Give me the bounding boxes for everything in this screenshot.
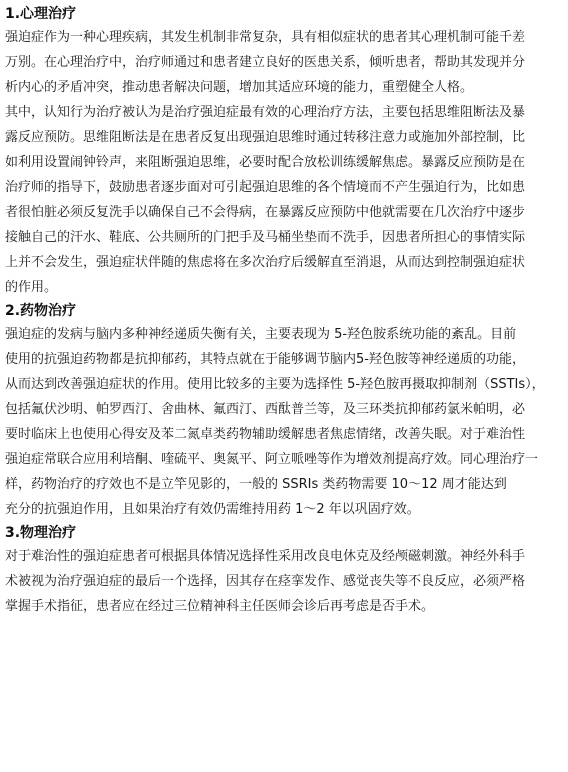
text-line: 如利用设置闹钟铃声，来阻断强迫思维，必要时配合放松训练缓解焦虑。暴露反应预防是在 (5, 155, 526, 170)
paragraph (5, 25, 561, 100)
text-line: 露反应预防。思维阻断法是在患者反复出现强迫思维时通过转移注意力或施加外部控制，比 (5, 130, 526, 145)
text-line: 的作用。 (5, 280, 58, 295)
text-line: 充分的抗强迫作用，且如果治疗有效仍需维持用药 1～2 年以巩固疗效。 (5, 502, 420, 517)
text-line: 其中，认知行为治疗被认为是治疗强迫症最有效的心理治疗方法，主要包括思维阻断法及暴 (5, 105, 526, 120)
text-line: 析内心的矛盾冲突，推动患者解决问题，增加其适应环境的能力，重塑健全人格。 (5, 80, 474, 95)
text-line: 从而达到改善强迫症状的作用。使用比较多的主要为选择性 5-羟色胺再摄取抑制剂（SSTIs）， (5, 377, 545, 392)
section-heading: 3.物理治疗 (5, 525, 77, 541)
text-line: 对于难治性的强迫症患者可根据具体情况选择性采用改良电休克及经颅磁刺激。神经外科手 (5, 549, 526, 564)
paragraph (5, 100, 561, 300)
text-line: 接触自己的汗水、鞋底、公共厕所的门把手及马桶坐垫而不洗手，因患者所担心的事情实际 (5, 230, 526, 245)
text-line: 样，药物治疗的疗效也不是立竿见影的，一般的 SSRIs 类药物需要 10～12 周才能达到 (5, 477, 507, 492)
section-heading: 2.药物治疗 (5, 303, 77, 319)
text-line: 万别。在心理治疗中，治疗师通过和患者建立良好的医患关系，倾听患者，帮助其发现并分 (5, 55, 526, 70)
paragraph (5, 322, 561, 522)
text-line: 强迫症作为一种心理疾病，其发生机制非常复杂，具有相似症状的患者其心理机制可能千差 (5, 30, 526, 45)
text-line: 者很怕脏必须反复洗手以确保自己不会得病，在暴露反应预防中他就需要在几次治疗中逐步 (5, 205, 526, 220)
text-line: 治疗师的指导下，鼓励患者逐步面对可引起强迫思维的各个情境而不产生强迫行为，比如患 (5, 180, 526, 195)
text-line: 要时临床上也使用心得安及苯二氮卓类药物辅助缓解患者焦虑情绪，改善失眠。对于难治性 (5, 427, 526, 442)
text-line: 强迫症的发病与脑内多种神经递质失衡有关，主要表现为 5-羟色胺系统功能的紊乱。目前 (5, 327, 517, 342)
section-physical-therapy (5, 522, 568, 619)
text-line: 术被视为治疗强迫症的最后一个选择，因其存在痉挛发作、感觉丧失等不良反应，必须严格 (5, 574, 526, 589)
text-line: 掌握手术指征，患者应在经过三位精神科主任医师会诊后再考虑是否手术。 (5, 599, 435, 614)
paragraph (5, 544, 561, 619)
section-psychotherapy (5, 3, 568, 300)
section-medication (5, 300, 568, 522)
text-line: 使用的抗强迫药物都是抗抑郁药，其特点就在于能够调节脑内5-羟色胺等神经递质的功能， (5, 352, 525, 367)
text-line: 包括氟伏沙明、帕罗西汀、舍曲林、氟西汀、西酞普兰等，及三环类抗抑郁药氯米帕明，必 (5, 402, 526, 417)
section-heading: 1.心理治疗 (5, 6, 77, 22)
text-line: 强迫症常联合应用利培酮、喹硫平、奥氮平、阿立哌唑等作为增效剂提高疗效。同心理治疗一 (5, 452, 539, 467)
text-line: 上并不会发生，强迫症状伴随的焦虑将在多次治疗后缓解直至消退，从而达到控制强迫症状 (5, 255, 526, 270)
